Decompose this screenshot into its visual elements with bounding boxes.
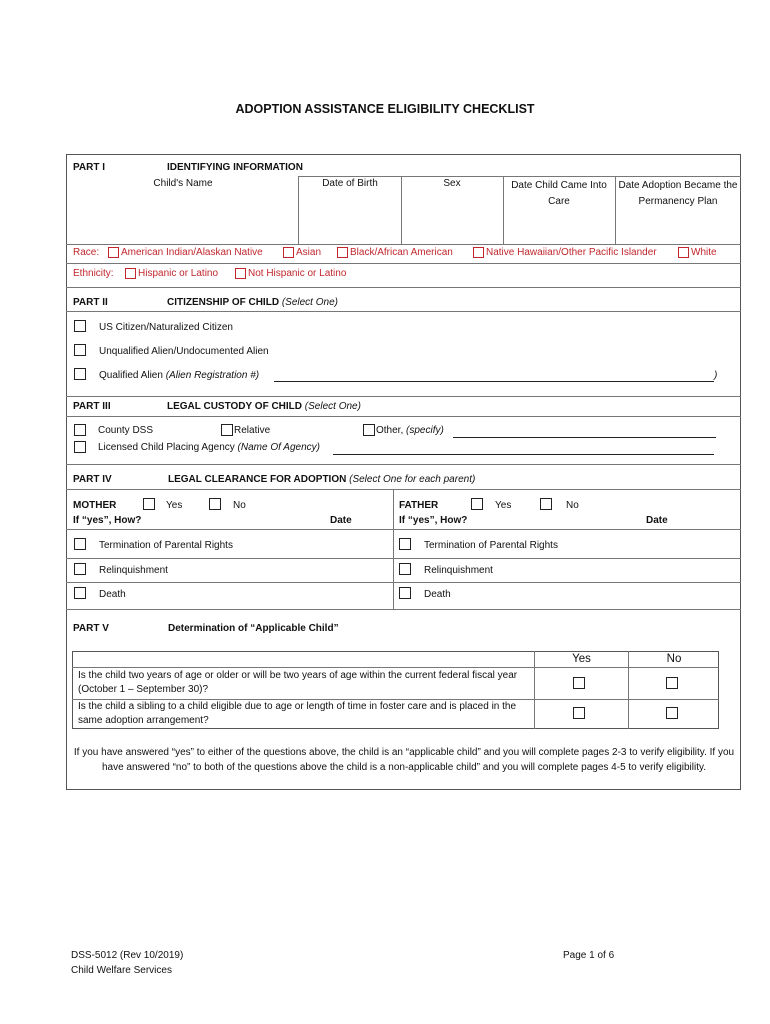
- other-specify-field[interactable]: [453, 437, 716, 438]
- ethnicity-not-hispanic-label: Not Hispanic or Latino: [248, 268, 347, 279]
- father-no-label: No: [566, 500, 579, 511]
- race-white-checkbox[interactable]: [678, 247, 689, 258]
- licensed-agency-label-wrap: [98, 442, 320, 453]
- part3-heading-wrap: [167, 401, 361, 412]
- qualified-alien-checkbox[interactable]: [74, 368, 86, 380]
- mother-date-label: Date: [330, 515, 352, 526]
- part3-heading: LEGAL CUSTODY OF CHILD: [167, 401, 303, 412]
- part2-heading-wrap: [167, 297, 338, 308]
- date-came-into-care-header: Date Child Came Into Care: [511, 180, 607, 207]
- father-yes-label: Yes: [495, 500, 512, 511]
- part5-heading: Determination of “Applicable Child”: [168, 623, 339, 634]
- mother-no-label: No: [233, 500, 246, 511]
- licensed-agency-label: Licensed Child Placing Agency: [98, 442, 235, 453]
- mother-death-label: Death: [99, 589, 126, 600]
- father-label: FATHER: [399, 500, 439, 511]
- alien-registration-close: ): [714, 370, 718, 381]
- part4-heading-wrap: [168, 474, 475, 485]
- race-asian-checkbox[interactable]: [283, 247, 294, 258]
- licensed-agency-checkbox[interactable]: [74, 441, 86, 453]
- father-date-label: Date: [646, 515, 668, 526]
- alien-registration-label: (Alien Registration #): [165, 370, 260, 381]
- qualified-alien-label: Qualified Alien: [99, 370, 163, 381]
- sex-field[interactable]: [403, 196, 502, 242]
- race-black-label: Black/African American: [350, 247, 453, 258]
- alien-registration-field[interactable]: [274, 381, 714, 382]
- childs-name-field[interactable]: [70, 196, 296, 242]
- yes-column-header: Yes: [572, 653, 591, 665]
- part3-label: PART III: [73, 401, 111, 412]
- mother-yes-label: Yes: [166, 500, 183, 511]
- date-came-into-care-field[interactable]: [505, 212, 614, 242]
- unqualified-alien-label: Unqualified Alien/Undocumented Alien: [99, 346, 269, 357]
- relative-label: Relative: [234, 425, 271, 436]
- ethnicity-hispanic-label: Hispanic or Latino: [138, 268, 219, 279]
- part5-label: PART V: [73, 623, 109, 634]
- mother-termination-checkbox[interactable]: [74, 538, 86, 550]
- ethnicity-label: Ethnicity:: [73, 268, 114, 279]
- other-label: Other,: [376, 425, 404, 436]
- ethnicity-hispanic-checkbox[interactable]: [125, 268, 136, 279]
- race-label: Race:: [73, 247, 100, 258]
- childs-name-header: Child's Name: [153, 178, 213, 189]
- relative-checkbox[interactable]: [221, 424, 233, 436]
- date-permanency-plan-header: Date Adoption Became the Permanency Plan: [618, 180, 738, 207]
- father-yes-checkbox[interactable]: [471, 498, 483, 510]
- race-asian-label: Asian: [296, 247, 322, 258]
- father-death-label: Death: [424, 589, 451, 600]
- father-relinquishment-checkbox[interactable]: [399, 563, 411, 575]
- part2-label: PART II: [73, 297, 108, 308]
- father-how-label: If “yes”, How?: [399, 515, 468, 526]
- mother-death-checkbox[interactable]: [74, 587, 86, 599]
- other-label-wrap: [376, 425, 444, 436]
- race-american-indian-checkbox[interactable]: [108, 247, 119, 258]
- part1-label: PART I: [73, 162, 106, 173]
- sex-header: Sex: [443, 178, 461, 189]
- part3-note: (Select One): [304, 401, 361, 412]
- race-black-checkbox[interactable]: [337, 247, 348, 258]
- page-number: Page 1 of 6: [563, 950, 615, 961]
- part4-label: PART IV: [73, 474, 112, 485]
- mother-relinquishment-checkbox[interactable]: [74, 563, 86, 575]
- part5-instructions: If you have answered “yes” to either of the questions above, the child is an “applicable child” and you will complete pages 2-3 to verify eligibility. If you have answered “no” to both of the questions above the child is a non-applicable child” and you will complete pages 4-5 to verify eligibility.: [73, 747, 735, 773]
- question-age: Is the child two years of age or older or will be two years of age within the current federal fiscal year (October 1 – September 30)?: [78, 670, 518, 695]
- question-sibling-no-checkbox[interactable]: [666, 707, 678, 719]
- father-no-checkbox[interactable]: [540, 498, 552, 510]
- unqualified-alien-checkbox[interactable]: [74, 344, 86, 356]
- us-citizen-checkbox[interactable]: [74, 320, 86, 332]
- agency-name-label: (Name Of Agency): [237, 442, 320, 453]
- question-sibling-yes-checkbox[interactable]: [573, 707, 585, 719]
- footer-agency: Child Welfare Services: [71, 965, 172, 976]
- part2-heading: CITIZENSHIP OF CHILD: [167, 297, 280, 308]
- question-age-yes-checkbox[interactable]: [573, 677, 585, 689]
- father-death-checkbox[interactable]: [399, 587, 411, 599]
- county-dss-label: County DSS: [98, 425, 154, 436]
- part4-heading: LEGAL CLEARANCE FOR ADOPTION: [168, 474, 347, 485]
- date-of-birth-field[interactable]: [300, 196, 400, 242]
- mother-yes-checkbox[interactable]: [143, 498, 155, 510]
- question-sibling: Is the child a sibling to a child eligible due to age or length of time in foster care and is placed in the same adoption arrangement?: [78, 701, 517, 726]
- county-dss-checkbox[interactable]: [74, 424, 86, 436]
- form-id: DSS-5012 (Rev 10/2019): [71, 950, 184, 961]
- mother-relinquishment-label: Relinquishment: [99, 565, 168, 576]
- father-termination-label: Termination of Parental Rights: [424, 540, 558, 551]
- mother-termination-label: Termination of Parental Rights: [99, 540, 233, 551]
- no-column-header: No: [666, 653, 682, 665]
- other-specify-label: (specify): [406, 425, 444, 436]
- race-white-label: White: [691, 247, 717, 258]
- mother-label: MOTHER: [73, 500, 117, 511]
- race-native-hawaiian-label: Native Hawaiian/Other Pacific Islander: [486, 247, 657, 258]
- question-age-no-checkbox[interactable]: [666, 677, 678, 689]
- mother-how-label: If “yes”, How?: [73, 515, 142, 526]
- date-of-birth-header: Date of Birth: [322, 178, 378, 189]
- mother-no-checkbox[interactable]: [209, 498, 221, 510]
- page-title: ADOPTION ASSISTANCE ELIGIBILITY CHECKLIST: [235, 102, 535, 116]
- qualified-alien-label-wrap: [99, 370, 259, 381]
- race-american-indian-label: American Indian/Alaskan Native: [121, 247, 263, 258]
- race-native-hawaiian-checkbox[interactable]: [473, 247, 484, 258]
- father-termination-checkbox[interactable]: [399, 538, 411, 550]
- agency-name-field[interactable]: [333, 454, 714, 455]
- date-permanency-plan-field[interactable]: [617, 212, 739, 242]
- part4-note: (Select One for each parent): [349, 474, 476, 485]
- part1-heading: IDENTIFYING INFORMATION: [167, 162, 303, 173]
- father-relinquishment-label: Relinquishment: [424, 565, 493, 576]
- other-checkbox[interactable]: [363, 424, 375, 436]
- part2-note: (Select One): [281, 297, 338, 308]
- ethnicity-not-hispanic-checkbox[interactable]: [235, 268, 246, 279]
- us-citizen-label: US Citizen/Naturalized Citizen: [99, 322, 233, 333]
